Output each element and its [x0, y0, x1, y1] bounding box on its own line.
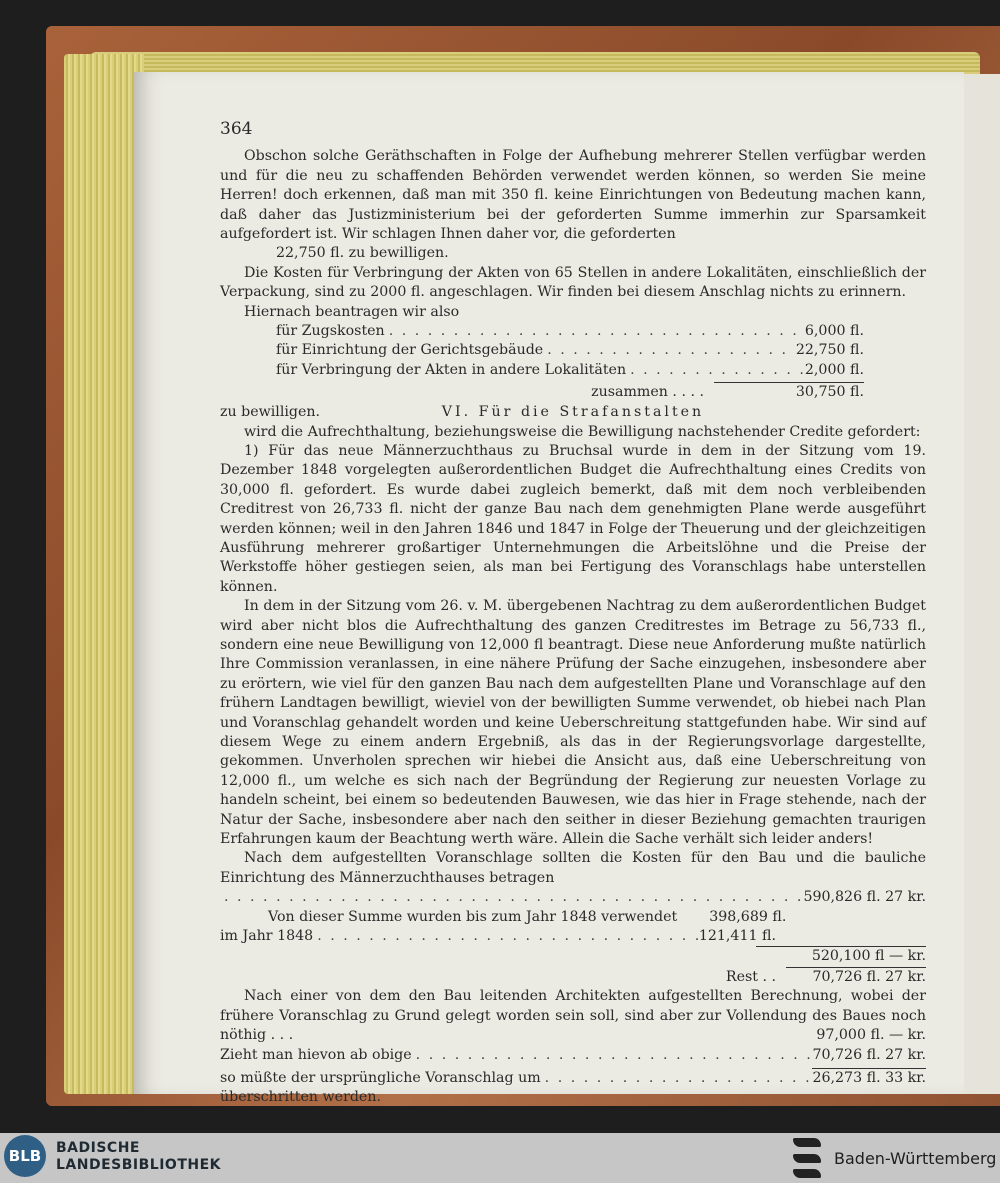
- blb-logo-icon[interactable]: BLB: [4, 1135, 46, 1177]
- leader-dots: [220, 888, 803, 907]
- page-content: [220, 120, 926, 1108]
- cost-item-label: für Einrichtung der Gerichtsgebäude: [276, 342, 544, 359]
- cost-item-amount: 2,000 fl.: [804, 361, 864, 378]
- paragraph-1: Obschon solche Geräthschaften in Folge der Aufhebung mehrerer Stellen verfügbar werden und für die neu zu schaffenden Behörden verwendet werden können, so werden Sie meine Herren! doch erkennen, daß man mit 350 fl. keine Einrichtungen von Bedeutung machen kann, daß daher das Justizministerium bei der geforderten Summe immerhin zur Sparsamkeit aufgefordert ist. Wir schlagen Ihnen daher vor, die geforderten: [220, 148, 926, 243]
- zieht-amount: 70,726 fl. 27 kr.: [812, 1046, 926, 1063]
- paragraph-5: [220, 849, 926, 888]
- hiernach-text: Hiernach beantragen wir also: [244, 303, 460, 320]
- paragraph-1-amount: 22,750 fl. zu bewilligen.: [276, 245, 449, 262]
- paragraph-5-text: Nach dem aufgestellten Voranschlage sollten die Kosten für den Bau und die bauliche Einrichtung des Männerzuchthauses betragen: [220, 850, 926, 886]
- section-title: VI. Für die Strafanstalten: [441, 404, 705, 421]
- rest-label: Rest . .: [725, 968, 776, 985]
- leader-dots: [385, 322, 805, 341]
- zieht-line: [220, 1046, 926, 1065]
- book-page: [134, 72, 964, 1106]
- zusammen-label: zusammen . . . .: [591, 384, 704, 401]
- leader-dots: [543, 341, 796, 360]
- zieht-label: Zieht man hievon ab obige: [220, 1046, 412, 1063]
- cost-item-label: für Zugskosten: [276, 323, 385, 340]
- verwendet-label: Von dieser Summe wurden bis zum Jahr 1848 verwendet: [268, 908, 678, 925]
- jahr1848-label: im Jahr 1848: [220, 928, 314, 945]
- zusammen-amount: 30,750 fl.: [714, 382, 864, 402]
- final-label: so müßte der ursprüngliche Voranschlag um: [220, 1069, 541, 1086]
- library-name[interactable]: [56, 1140, 221, 1174]
- paragraph-2: Die Kosten für Verbringung der Akten von 65 Stellen in andere Lokalitäten, einschließlich der Verpackung, sind zu 2000 fl. angeschlagen. Wir finden bei diesem Anschlag nichts zu erinnern.: [220, 264, 926, 301]
- subtotal-line: [220, 946, 926, 966]
- rest-amount: 70,726 fl. 27 kr.: [786, 967, 926, 987]
- library-name-line1: BADISCHE: [56, 1140, 140, 1156]
- paragraph-3: 1) Für das neue Männerzuchthaus zu Bruchsal wurde in dem in der Sitzung vom 19. Dezember 1848 vorgelegten außerordentlichen Budget die Aufrechthaltung eines Credits von 30,000 fl. gefordert. Es wurde dabei zugleich bemerkt, daß mit dem noch verbleibenden Creditrest von 26,733 fl. nicht der ganze Bau nach dem genehmigten Plane werde ausgeführt werden können; weil in den Jahren 1846 und 1847 in Folge der Theuerung und der gleichzeitigen Ausführung mehrerer großartiger Unternehmungen die Arbeitslöhne und die Preise der Werkstoffe höher gestiegen seien, als man bei Fertigung des Voranschlags habe unterstellen können.: [220, 442, 926, 595]
- total-cost-amount: 590,826 fl. 27 kr.: [803, 889, 926, 906]
- baden-wuerttemberg-lions-icon: [793, 1138, 821, 1178]
- next-page-edge: [962, 74, 1000, 1094]
- final-amount: 26,273 fl. 33 kr.: [812, 1068, 926, 1088]
- verwendet-line: [220, 908, 926, 927]
- state-name[interactable]: Baden-Württemberg: [834, 1149, 997, 1168]
- cost-item-label: für Verbringung der Akten in andere Lokalitäten: [276, 361, 627, 378]
- cost-item: [276, 341, 864, 360]
- cost-item-amount: 22,750 fl.: [795, 342, 864, 359]
- subtotal-amount: 520,100 fl — kr.: [756, 946, 926, 966]
- leader-dots: [626, 361, 805, 380]
- leader-dots: [677, 908, 685, 927]
- cost-item: [276, 361, 864, 380]
- page-number: 364: [220, 119, 253, 139]
- section-intro: wird die Aufrechthaltung, beziehungsweise die Bewilligung nachstehender Credite gefordert:: [244, 423, 921, 440]
- cost-items: [220, 322, 926, 403]
- leader-dots: [541, 1069, 813, 1088]
- sum-line: [276, 382, 864, 402]
- paragraph-4: In dem in der Sitzung vom 26. v. M. übergebenen Nachtrag zu dem außerordentlichen Budget wird aber nicht blos die Aufrechthaltung des ganzen Creditrestes im Betrage zu 56,733 fl., sondern eine neue Bewilligung von 12,000 fl beantragt. Diese neue Anforderung mußte natürlich Ihre Commission veranlassen, in eine nähere Prüfung der Sache einzugehen, insbesondere aber zu erörtern, wie viel für den ganzen Bau nach dem aufgestellten Plane und Voranschlage auf den frühern Landtagen bewilligt, wieviel von der bewilligten Summe verwendet, ob hiebei nach Plan und Voranschlag gehandelt worden und keine Ueberschreitung stattgefunden habe. Wir sind auf diesem Wege zu einem andern Ergebniß, als das in der Regierungsvorlage dargestellte, gekommen. Unverholen sprechen wir hiebei die Ansicht aus, daß eine Ueberschreitung von 12,000 fl., um welche es sich nach der Begründung der Regierung zur neuesten Vorlage zu handeln scheint, bei einem so bedeutenden Bauwesen, wie das hier in Frage stehende, nach der Natur der Sache, insbesondere aber nach den seither in dieser Beziehung gemachten traurigen Erfahrungen kaum der Beachtung werth wäre. Allein die Sache verhält sich leider anders!: [220, 598, 926, 848]
- total-cost-line: [220, 888, 926, 907]
- cost-item: [276, 322, 864, 341]
- leader-dots: [313, 927, 699, 946]
- verwendet-amount: 398,689 fl.: [709, 908, 787, 925]
- jahr1848-amount: 121,411 fl.: [698, 928, 776, 945]
- library-name-line2: LANDESBIBLIOTHEK: [56, 1157, 222, 1173]
- zu-bewilligen: zu bewilligen.: [220, 403, 321, 420]
- paragraph-6-amount: 97,000 fl. — kr.: [816, 1027, 926, 1044]
- final-end: überschritten werden.: [220, 1089, 381, 1106]
- jahr1848-line: [220, 927, 926, 946]
- final-line: [220, 1068, 926, 1088]
- rest-line: [220, 967, 926, 987]
- paragraph-6-text: Nach einer von dem den Bau leitenden Architekten aufgestellten Berechnung, wobei der frühere Voranschlag zu Grund gelegt worden sein soll, sind aber zur Vollendung des Baues noch nöthig . . .: [220, 988, 926, 1044]
- leader-dots: [412, 1046, 813, 1065]
- paragraph-6: [220, 987, 926, 1045]
- cost-item-amount: 6,000 fl.: [804, 323, 864, 340]
- page-edges-left: [64, 54, 144, 1094]
